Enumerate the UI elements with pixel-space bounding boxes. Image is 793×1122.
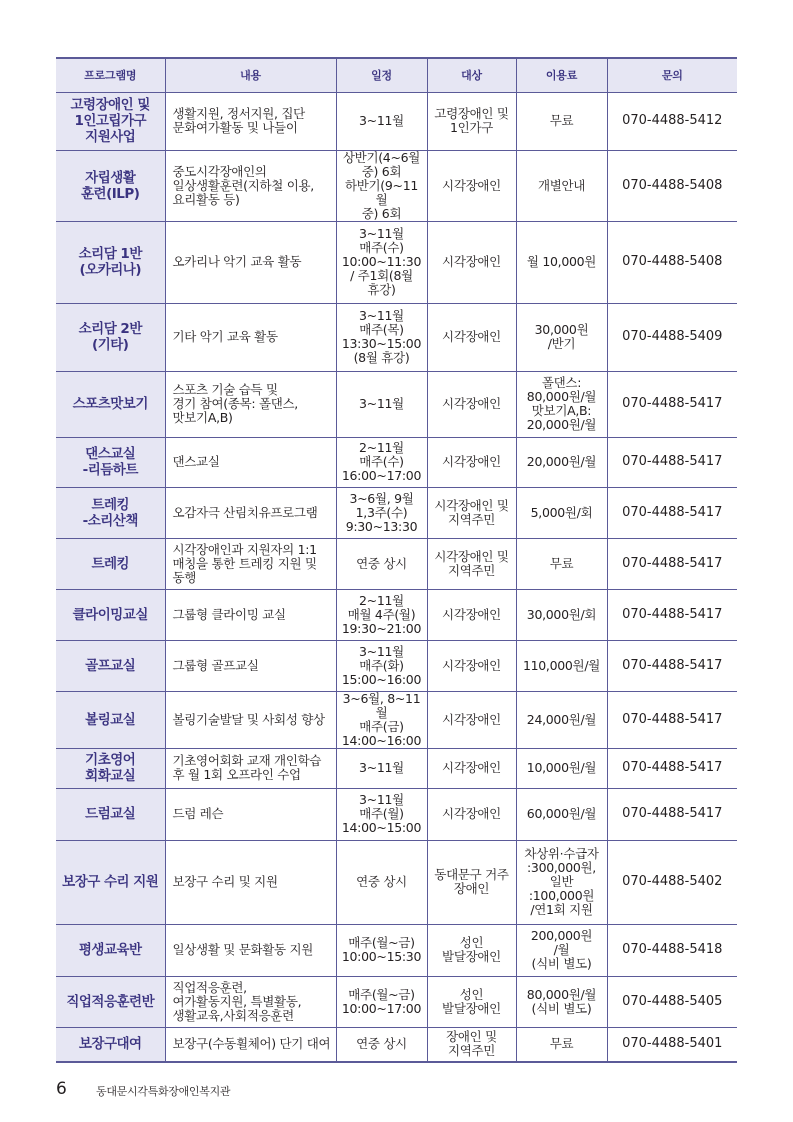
schedule-cell: 3~11월 (336, 92, 427, 150)
table-row (56, 924, 737, 976)
schedule-cell: 3~6월, 8~11월 매주(금) 14:00~16:00 (336, 691, 427, 748)
program-name-cell: 소리담 2반 (기타) (56, 303, 165, 371)
target-cell: 시각장애인 및 지역주민 (427, 538, 516, 589)
table-row (56, 538, 737, 589)
program-name-cell: 골프교실 (56, 640, 165, 691)
target-cell: 시각장애인 (427, 788, 516, 840)
contact-cell: 070-4488-5405 (607, 976, 737, 1027)
contact-cell: 070-4488-5417 (607, 589, 737, 640)
footer-organization: 동대문시각특화장애인복지관 (96, 1085, 231, 1098)
target-cell: 시각장애인 (427, 691, 516, 748)
table-body (56, 92, 737, 1062)
fee-cell: 무료 (516, 92, 607, 150)
contact-cell: 070-4488-5417 (607, 640, 737, 691)
header-target: 대상 (427, 58, 516, 92)
schedule-cell: 3~11월 매주(월) 14:00~15:00 (336, 788, 427, 840)
fee-cell: 폴댄스: 80,000원/월 맛보기A,B: 20,000원/월 (516, 371, 607, 437)
content-cell: 중도시각장애인의 일상생활훈련(지하철 이용, 요리활동 등) (165, 150, 336, 221)
fee-cell: 60,000원/월 (516, 788, 607, 840)
table-row (56, 788, 737, 840)
fee-cell: 30,000원/회 (516, 589, 607, 640)
fee-cell: 110,000원/월 (516, 640, 607, 691)
content-cell: 일상생활 및 문화활동 지원 (165, 924, 336, 976)
table-header-row (56, 58, 737, 92)
fee-cell: 차상위·수급자 :300,000원, 일반 :100,000원 /연1회 지원 (516, 840, 607, 924)
table-row (56, 691, 737, 748)
schedule-cell: 연중 상시 (336, 840, 427, 924)
schedule-cell: 연중 상시 (336, 538, 427, 589)
content-cell: 볼링기술발달 및 사회성 향상 (165, 691, 336, 748)
schedule-cell: 매주(월~금) 10:00~17:00 (336, 976, 427, 1027)
header-program-name: 프로그램명 (56, 58, 165, 92)
program-name-cell: 보장구대여 (56, 1027, 165, 1062)
target-cell: 시각장애인 (427, 150, 516, 221)
content-cell: 보장구(수동휠체어) 단기 대여 (165, 1027, 336, 1062)
schedule-cell: 3~11월 매주(화) 15:00~16:00 (336, 640, 427, 691)
program-name-cell: 소리담 1반 (오카리나) (56, 221, 165, 303)
target-cell: 장애인 및 지역주민 (427, 1027, 516, 1062)
program-name-cell: 기초영어 회화교실 (56, 748, 165, 788)
content-cell: 생활지원, 정서지원, 집단 문화여가활동 및 나들이 (165, 92, 336, 150)
fee-cell: 개별안내 (516, 150, 607, 221)
schedule-cell: 상반기(4~6월 중) 6회 하반기(9~11월 중) 6회 (336, 150, 427, 221)
target-cell: 시각장애인 (427, 221, 516, 303)
table-row (56, 589, 737, 640)
content-cell: 기초영어회화 교재 개인학습 후 월 1회 오프라인 수업 (165, 748, 336, 788)
header-content: 내용 (165, 58, 336, 92)
content-cell: 그룹형 클라이밍 교실 (165, 589, 336, 640)
program-name-cell: 댄스교실 -리듬하트 (56, 437, 165, 487)
contact-cell: 070-4488-5412 (607, 92, 737, 150)
contact-cell: 070-4488-5417 (607, 691, 737, 748)
schedule-cell: 3~11월 매주(수) 10:00~11:30 / 주1회(8월 휴강) (336, 221, 427, 303)
page-number: 6 (56, 1079, 67, 1099)
header-schedule: 일정 (336, 58, 427, 92)
contact-cell: 070-4488-5408 (607, 221, 737, 303)
target-cell: 시각장애인 (427, 589, 516, 640)
schedule-cell: 3~6월, 9월 1,3주(수) 9:30~13:30 (336, 487, 427, 538)
contact-cell: 070-4488-5417 (607, 437, 737, 487)
contact-cell: 070-4488-5409 (607, 303, 737, 371)
contact-cell: 070-4488-5418 (607, 924, 737, 976)
fee-cell: 월 10,000원 (516, 221, 607, 303)
content-cell: 기타 악기 교육 활동 (165, 303, 336, 371)
table-row (56, 748, 737, 788)
schedule-cell: 3~11월 매주(목) 13:30~15:00 (8월 휴강) (336, 303, 427, 371)
program-name-cell: 직업적응훈련반 (56, 976, 165, 1027)
content-cell: 스포츠 기술 습득 및 경기 참여(종목: 폴댄스, 맛보기A,B) (165, 371, 336, 437)
target-cell: 시각장애인 (427, 437, 516, 487)
target-cell: 고령장애인 및 1인가구 (427, 92, 516, 150)
table-row (56, 303, 737, 371)
contact-cell: 070-4488-5401 (607, 1027, 737, 1062)
schedule-cell: 2~11월 매월 4주(월) 19:30~21:00 (336, 589, 427, 640)
target-cell: 동대문구 거주 장애인 (427, 840, 516, 924)
content-cell: 오감자극 산림치유프로그램 (165, 487, 336, 538)
program-name-cell: 클라이밍교실 (56, 589, 165, 640)
fee-cell: 30,000원 /반기 (516, 303, 607, 371)
program-table (56, 57, 737, 1063)
schedule-cell: 2~11월 매주(수) 16:00~17:00 (336, 437, 427, 487)
program-name-cell: 평생교육반 (56, 924, 165, 976)
fee-cell: 무료 (516, 1027, 607, 1062)
target-cell: 시각장애인 (427, 748, 516, 788)
contact-cell: 070-4488-5417 (607, 371, 737, 437)
target-cell: 시각장애인 및 지역주민 (427, 487, 516, 538)
fee-cell: 5,000원/회 (516, 487, 607, 538)
table-row (56, 92, 737, 150)
contact-cell: 070-4488-5417 (607, 538, 737, 589)
program-name-cell: 트레킹 (56, 538, 165, 589)
fee-cell: 80,000원/월 (식비 별도) (516, 976, 607, 1027)
table-row (56, 371, 737, 437)
program-name-cell: 스포츠맛보기 (56, 371, 165, 437)
header-fee: 이용료 (516, 58, 607, 92)
target-cell: 시각장애인 (427, 303, 516, 371)
table-row (56, 487, 737, 538)
schedule-cell: 연중 상시 (336, 1027, 427, 1062)
content-cell: 그룹형 골프교실 (165, 640, 336, 691)
table-row (56, 221, 737, 303)
contact-cell: 070-4488-5417 (607, 487, 737, 538)
table-row (56, 976, 737, 1027)
program-name-cell: 자립생활 훈련(ILP) (56, 150, 165, 221)
target-cell: 성인 발달장애인 (427, 976, 516, 1027)
content-cell: 오카리나 악기 교육 활동 (165, 221, 336, 303)
schedule-cell: 매주(월~금) 10:00~15:30 (336, 924, 427, 976)
content-cell: 직업적응훈련, 여가활동지원, 특별활동, 생활교육,사회적응훈련 (165, 976, 336, 1027)
table-row (56, 640, 737, 691)
header-contact: 문의 (607, 58, 737, 92)
table-row (56, 150, 737, 221)
program-name-cell: 고령장애인 및 1인고립가구 지원사업 (56, 92, 165, 150)
fee-cell: 200,000원 /월 (식비 별도) (516, 924, 607, 976)
contact-cell: 070-4488-5408 (607, 150, 737, 221)
table-row (56, 1027, 737, 1062)
content-cell: 댄스교실 (165, 437, 336, 487)
schedule-cell: 3~11월 (336, 748, 427, 788)
content-cell: 보장구 수리 및 지원 (165, 840, 336, 924)
fee-cell: 무료 (516, 538, 607, 589)
program-name-cell: 보장구 수리 지원 (56, 840, 165, 924)
target-cell: 시각장애인 (427, 640, 516, 691)
content-cell: 드럼 레슨 (165, 788, 336, 840)
schedule-cell: 3~11월 (336, 371, 427, 437)
target-cell: 시각장애인 (427, 371, 516, 437)
program-name-cell: 트레킹 -소리산책 (56, 487, 165, 538)
contact-cell: 070-4488-5417 (607, 788, 737, 840)
fee-cell: 24,000원/월 (516, 691, 607, 748)
fee-cell: 20,000원/월 (516, 437, 607, 487)
contact-cell: 070-4488-5417 (607, 748, 737, 788)
target-cell: 성인 발달장애인 (427, 924, 516, 976)
table-row (56, 437, 737, 487)
fee-cell: 10,000원/월 (516, 748, 607, 788)
table-row (56, 840, 737, 924)
content-cell: 시각장애인과 지원자의 1:1 매칭을 통한 트레킹 지원 및 동행 (165, 538, 336, 589)
program-name-cell: 드럼교실 (56, 788, 165, 840)
program-name-cell: 볼링교실 (56, 691, 165, 748)
contact-cell: 070-4488-5402 (607, 840, 737, 924)
